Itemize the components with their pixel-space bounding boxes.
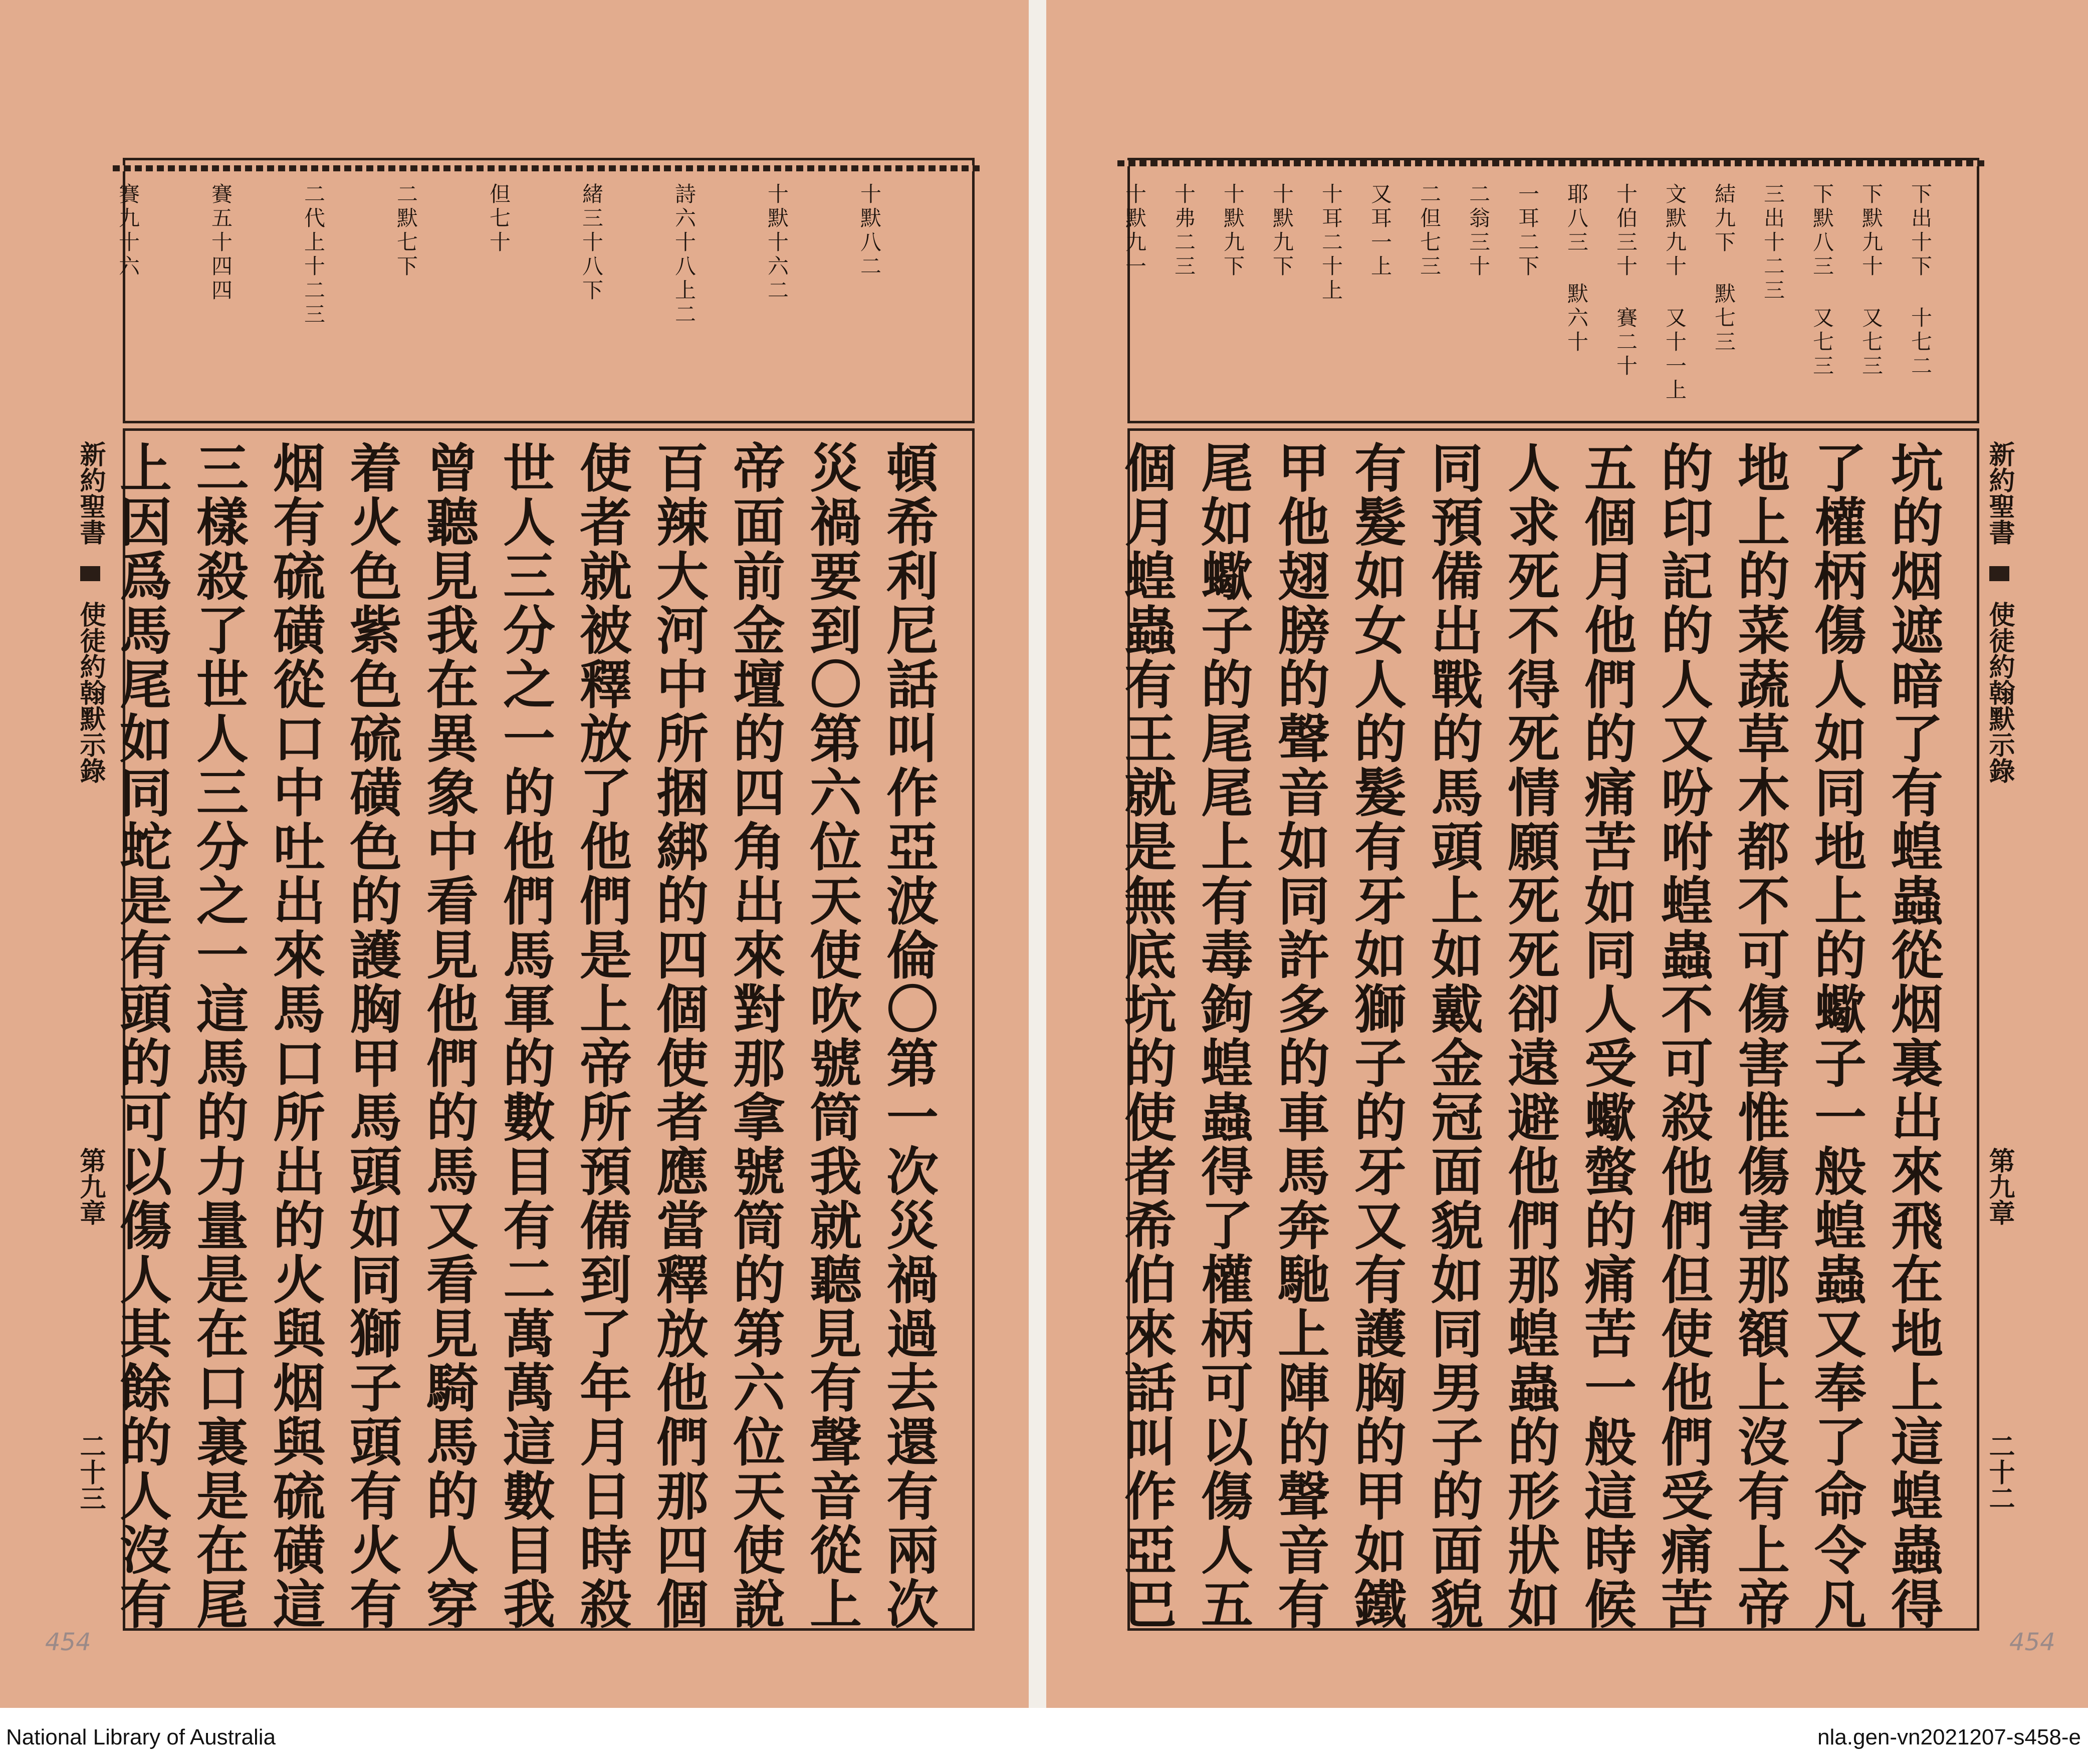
right-note-column-9: 二翁三十	[1466, 183, 1491, 279]
right-note-column-0: 下出十下 十七二	[1908, 183, 1933, 379]
left-chapter: 第九章	[75, 1147, 106, 1225]
right-text-column-5: 人求死不得死情願死死卻遠避他們那蝗蟲的形狀如	[1499, 441, 1560, 1631]
left-flourish	[80, 566, 100, 581]
right-book-title: 新約聖書	[1984, 441, 2015, 545]
left-text-column-2: 帝面前金壇的四角出來對那拿號筒的第六位天使說	[724, 441, 786, 1631]
left-note-column-0: 十默八二	[857, 183, 882, 279]
right-note-column-11: 又耳一上	[1368, 183, 1393, 279]
left-note-column-7: 賽五十四四	[208, 183, 233, 303]
right-note-column-4: 結九下 默七三	[1712, 183, 1736, 355]
right-text-column-9: 尾如蠍子的尾尾上有毒鉤蝗蟲得了權柄可以傷人五	[1192, 441, 1254, 1631]
right-note-column-7: 耶八三 默六十	[1564, 183, 1589, 355]
left-note-column-5: 二默七下	[394, 183, 418, 279]
right-note-column-3: 三出十二三	[1761, 183, 1785, 303]
left-page-number: 二十三	[75, 1433, 106, 1511]
right-text-column-10: 個月蝗蟲有王就是無底坑的使者希伯來話叫作亞巴	[1115, 441, 1177, 1631]
left-text-column-1: 災禍要到〇第六位天使吹號筒我就聽見有聲音從上	[801, 441, 862, 1631]
right-text-column-3: 的印記的人又吩咐蝗蟲不可殺他們但使他們受痛苦	[1652, 441, 1714, 1631]
right-note-column-14: 十默九下	[1221, 183, 1245, 279]
right-note-column-13: 十默九下	[1270, 183, 1294, 279]
left-text-column-7: 着火色紫色硫磺色的護胸甲馬頭如同獅子頭有火有	[341, 441, 402, 1631]
left-note-column-8: 賽九十六	[116, 183, 140, 279]
right-note-column-2: 下默八三 又七三	[1810, 183, 1834, 379]
right-text-column-8: 甲他翅膀的聲音如同許多的車馬奔馳上陣的聲音有	[1269, 441, 1330, 1631]
left-section-title: 使徒約翰默示錄	[75, 601, 106, 784]
right-note-column-6: 十伯三十 賽二十	[1613, 183, 1638, 379]
left-note-column-6: 二代上十二三	[301, 183, 326, 327]
left-text-column-6: 曾聽見我在異象中看見他們的馬又看見騎馬的人穿	[417, 441, 479, 1631]
left-note-column-4: 但七十	[487, 183, 511, 255]
left-text-column-0: 頓希利尼話叫作亞波倫〇第一次災禍過去還有兩次	[877, 441, 939, 1631]
footer-credit: National Library of Australia	[6, 1725, 276, 1749]
right-note-column-5: 文默九十 又十一上	[1663, 183, 1687, 403]
left-book-title: 新約聖書	[75, 441, 106, 545]
right-text-column-0: 坑的烟遮暗了有蝗蟲從烟裏出來飛在地上這蝗蟲得	[1882, 441, 1944, 1631]
right-note-column-15: 十弗二三	[1172, 183, 1196, 279]
left-notes-box	[123, 158, 975, 423]
left-text-column-8: 烟有硫磺從口中吐出來馬口所出的火與烟與硫磺這	[264, 441, 326, 1631]
right-note-column-1: 下默九十 又七三	[1859, 183, 1884, 379]
footer-bar	[0, 1708, 2088, 1764]
right-text-column-1: 了權柄傷人如同地上的蠍子一般蝗蟲又奉了命令凡	[1805, 441, 1867, 1631]
left-text-column-10: 上因爲馬尾如同蛇是有頭的可以傷人其餘的人沒有	[111, 441, 172, 1631]
right-note-column-10: 二但七三	[1417, 183, 1442, 279]
binding-gutter	[1029, 0, 1046, 1708]
right-decorative-rule	[1117, 160, 1987, 166]
right-note-column-16: 十默九一	[1122, 183, 1147, 279]
left-text-column-3: 百辣大河中所捆綁的四個使者應當釋放他們那四個	[647, 441, 709, 1631]
right-chapter: 第九章	[1984, 1147, 2015, 1225]
left-note-column-3: 緒三十八下	[579, 183, 604, 303]
right-note-column-8: 一耳二下	[1515, 183, 1540, 279]
right-note-column-12: 十耳二十上	[1319, 183, 1343, 303]
right-text-column-6: 同預備出戰的馬頭上如戴金冠面貌如同男子的面貌	[1422, 441, 1484, 1631]
left-pencil-number: 454	[45, 1628, 91, 1656]
left-note-column-2: 詩六十八上二	[672, 183, 697, 327]
footer-identifier: nla.gen-vn2021207-s458-e	[1817, 1725, 2081, 1749]
left-text-column-9: 三樣殺了世人三分之一這馬的力量是在口裏是在尾	[187, 441, 249, 1631]
right-text-column-4: 五個月他們的痛苦如同人受蠍螫的痛苦一般這時候	[1575, 441, 1637, 1631]
left-text-column-5: 世人三分之一的他們馬軍的數目有二萬萬這數目我	[494, 441, 556, 1631]
right-flourish	[1989, 566, 2009, 581]
right-text-column-7: 有髮如女人的髮有牙如獅子的牙又有護胸的甲如鐵	[1345, 441, 1407, 1631]
left-text-column-4: 使者就被釋放了他們是上帝所預備到了年月日時殺	[571, 441, 632, 1631]
right-text-column-2: 地上的菜蔬草木都不可傷害惟傷害那額上沒有上帝	[1729, 441, 1790, 1631]
right-section-title: 使徒約翰默示錄	[1984, 601, 2015, 784]
right-page-number: 二十二	[1984, 1433, 2015, 1511]
left-decorative-rule	[113, 165, 982, 171]
right-pencil-number: 454	[2009, 1628, 2055, 1656]
right-notes-box	[1127, 158, 1979, 423]
left-note-column-1: 十默十六二	[765, 183, 789, 303]
